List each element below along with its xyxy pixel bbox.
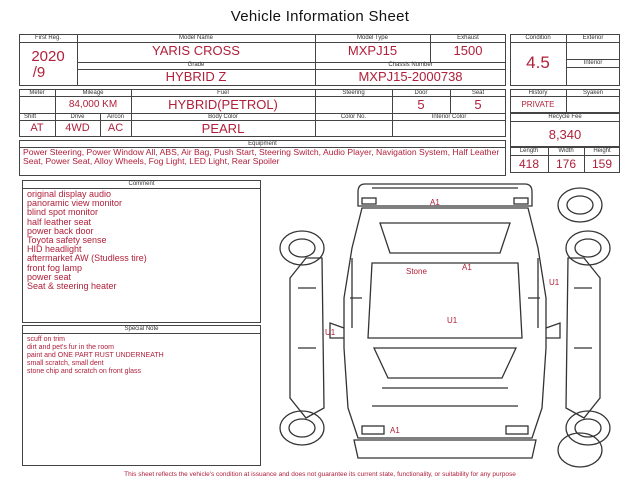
- comment-item: blind spot monitor: [27, 207, 99, 218]
- interior-label: Interior: [583, 60, 603, 66]
- length-value: 418: [518, 157, 540, 171]
- recycle-fee-value: 8,340: [548, 127, 582, 142]
- height-value: 159: [591, 157, 613, 171]
- length-label: Length: [519, 148, 539, 154]
- history-label: History: [528, 90, 548, 96]
- first-reg-month: /9: [32, 64, 46, 81]
- model-name-label: Model Name: [178, 35, 213, 41]
- syaken-label: Syaken: [582, 90, 603, 96]
- special-note-item: paint and ONE PART RUST UNDERNEATH: [27, 352, 164, 359]
- steering-label: Steering: [342, 90, 365, 96]
- history-value: PRIVATE: [521, 100, 555, 109]
- special-note-item: dirt and pet's fur in the room: [27, 344, 114, 351]
- model-name-value: YARIS CROSS: [152, 43, 240, 58]
- comment-item: original display audio: [27, 189, 112, 199]
- exhaust-label: Exhaust: [457, 35, 479, 41]
- drive-label: Drive: [70, 114, 85, 120]
- car-damage-diagram: [270, 178, 620, 470]
- condition-label: Condition: [525, 35, 551, 41]
- aircon-value: AC: [107, 122, 124, 134]
- grade-label: Grade: [187, 62, 205, 68]
- model-type-value: MXPJ15: [347, 43, 398, 58]
- fuel-label: Fuel: [217, 90, 229, 96]
- comment-item: power seat: [27, 271, 72, 282]
- damage-mark-rear-top: A1: [430, 198, 440, 207]
- exhaust-value: 1500: [453, 43, 483, 58]
- damage-mark-roof-a1: A1: [462, 263, 472, 272]
- door-value: 5: [417, 97, 425, 112]
- damage-mark-bottom-a1: A1: [390, 426, 400, 435]
- damage-mark-left-u1: U1: [325, 328, 336, 337]
- chassis-number-value: MXPJ15-2000738: [358, 69, 463, 84]
- special-note-item: scuff on trim: [27, 336, 65, 343]
- mileage-label: Mileage: [82, 90, 104, 96]
- model-type-label: Model Type: [357, 35, 388, 41]
- damage-mark-right-u1: U1: [549, 278, 560, 287]
- first-reg-year: 2020: [31, 48, 65, 65]
- seat-value: 5: [474, 97, 482, 112]
- shift-value: AT: [30, 122, 44, 134]
- damage-mark-center-u1: U1: [447, 316, 458, 325]
- color-no-label: Color No.: [340, 114, 367, 120]
- comment-item: Toyota safety sense: [27, 235, 107, 246]
- comment-item: panoramic view monitor: [27, 198, 123, 209]
- comment-item: half leather seat: [27, 216, 92, 227]
- mileage-value: 84,000 KM: [68, 99, 118, 110]
- comment-label: Comment: [128, 181, 155, 187]
- comment-item: aftermarket AW (Studless tire): [27, 253, 147, 264]
- fuel-value: HYBRID(PETROL): [168, 97, 278, 112]
- recycle-fee-label: Recycle Fee: [548, 114, 582, 120]
- special-note-item: small scratch, small dent: [27, 360, 104, 367]
- special-note-item: stone chip and scratch on front glass: [27, 368, 142, 375]
- comment-item: power back door: [27, 225, 94, 236]
- equipment-label: Equipment: [248, 141, 277, 147]
- equipment-text: Power Steering, Power Window All, ABS, Air Bag, Push Start, Steering Switch, Audio Player, Navigation System, Half Leather Seat, Power Seat, Alloy Wheels, Fog Light, LED Light, Rear Spoiler: [23, 147, 500, 166]
- body-color-value: PEARL: [201, 121, 245, 136]
- interior-color-label: Interior Color: [431, 114, 467, 120]
- comment-item: HID headlight: [27, 244, 82, 255]
- sheet-title: Vehicle Information Sheet: [230, 8, 410, 25]
- grade-value: HYBRID Z: [165, 69, 227, 84]
- body-color-label: Body Color: [208, 114, 238, 120]
- damage-mark-roof-stone: Stone: [406, 267, 427, 276]
- drive-value: 4WD: [65, 122, 90, 134]
- height-label: Height: [593, 148, 611, 154]
- condition-value: 4.5: [526, 53, 550, 72]
- chassis-number-label: Chassis Number: [388, 62, 433, 68]
- aircon-label: Aircon: [106, 114, 124, 120]
- special-note-label: Special Note: [124, 326, 159, 332]
- seat-label: Seat: [471, 90, 485, 96]
- door-label: Door: [414, 90, 428, 96]
- comment-list: [27, 190, 257, 291]
- comment-item: front fog lamp: [27, 262, 83, 273]
- exterior-label: Exterior: [582, 35, 604, 41]
- width-value: 176: [555, 157, 577, 171]
- width-label: Width: [558, 148, 574, 154]
- special-note-list: [27, 336, 257, 376]
- meter-label: Meter: [29, 90, 45, 96]
- shift-label: Shift: [23, 114, 36, 120]
- first-reg-label: First Reg.: [34, 35, 61, 41]
- comment-item: Seat & steering heater: [27, 281, 117, 292]
- disclaimer-footer: This sheet reflects the vehicle's condition at issuance and does not guarantee its current state, functionality, or suitability for any purpose: [124, 471, 516, 478]
